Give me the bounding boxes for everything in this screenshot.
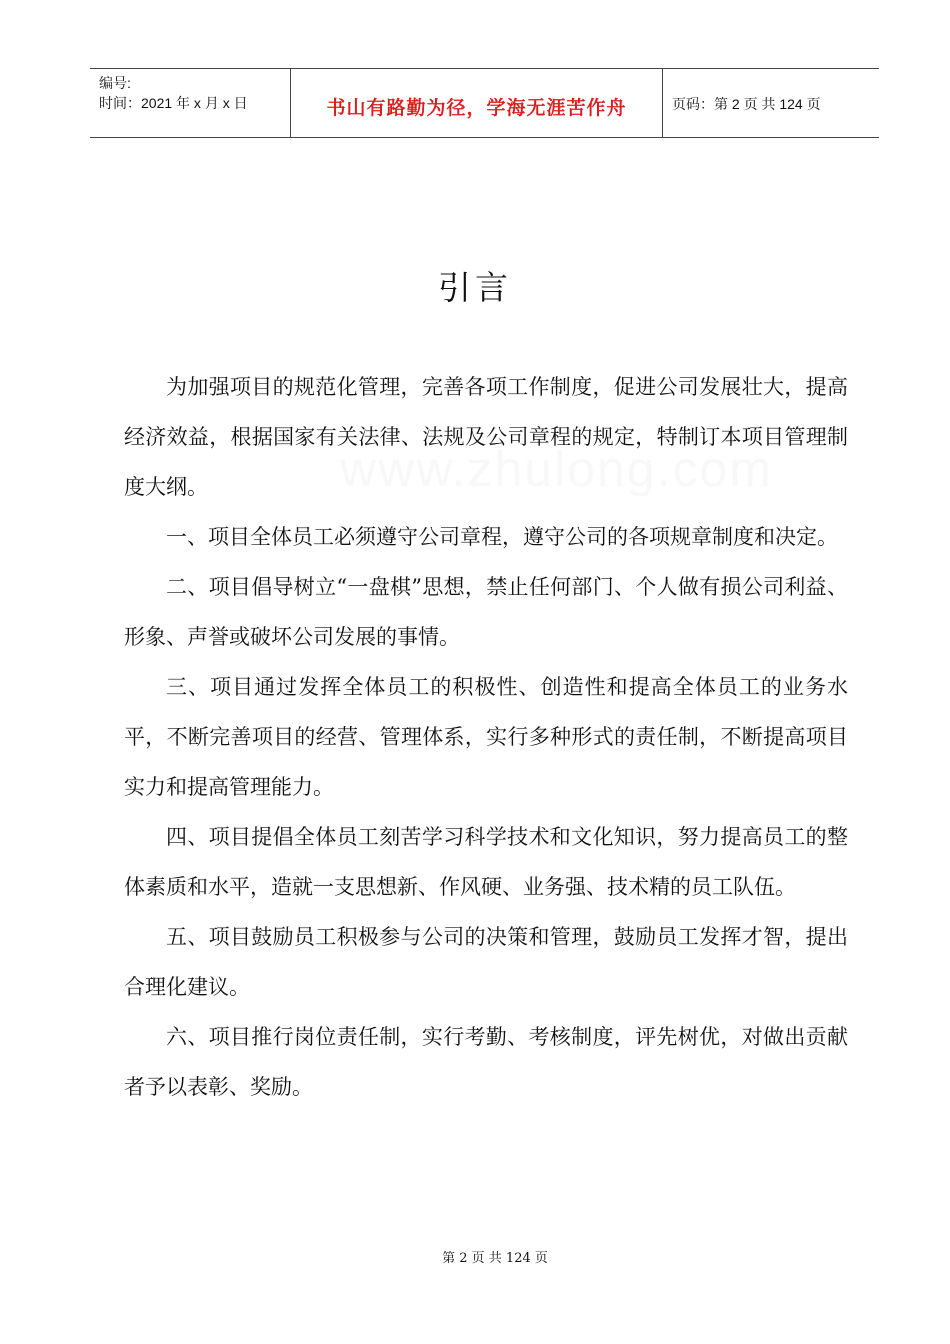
page-code: 页码：第 2 页 共 124 页 [672, 96, 821, 112]
page-footer: 第 2 页 共 124 页 [442, 1251, 548, 1266]
number-label: 编号: [99, 75, 131, 91]
paragraph-4: 四、项目提倡全体员工刻苦学习科学技术和文化知识，努力提高员工的整体素质和水平，造就一支思想新、作风硬、业务强、技术精的员工队伍。 [124, 825, 848, 899]
header-motto-cell [291, 69, 663, 137]
paragraph-intro: 为加强项目的规范化管理，完善各项工作制度，促进公司发展壮大，提高经济效益，根据国家有关法律、法规及公司章程的规定，特制订本项目管理制度大纲。 [124, 375, 848, 499]
time-label: 时间：2021 年 x 月 x 日 [99, 95, 248, 111]
paragraph-3: 三、项目通过发挥全体员工的积极性、创造性和提高全体员工的业务水平，不断完善项目的经营、管理体系，实行多种形式的责任制，不断提高项目实力和提高管理能力。 [124, 675, 848, 799]
header-meta-cell [90, 69, 291, 137]
motto: 书山有路勤为径，学海无涯苦作舟 [326, 97, 627, 119]
header-page-cell [663, 69, 879, 137]
page-title: 引言 [438, 268, 512, 307]
paragraph-6: 六、项目推行岗位责任制，实行考勤、考核制度，评先树优，对做出贡献者予以表彰、奖励。 [124, 1025, 848, 1099]
paragraph-1: 一、项目全体员工必须遵守公司章程，遵守公司的各项规章制度和决定。 [166, 525, 838, 549]
document-header [90, 68, 879, 138]
paragraph-2: 二、项目倡导树立“一盘棋”思想，禁止任何部门、个人做有损公司利益、形象、声誉或破坏公司发展的事情。 [124, 575, 848, 649]
document-body [124, 362, 848, 1112]
watermark: www.zhulong.com [340, 441, 773, 497]
paragraph-5: 五、项目鼓励员工积极参与公司的决策和管理，鼓励员工发挥才智，提出合理化建议。 [124, 925, 848, 999]
